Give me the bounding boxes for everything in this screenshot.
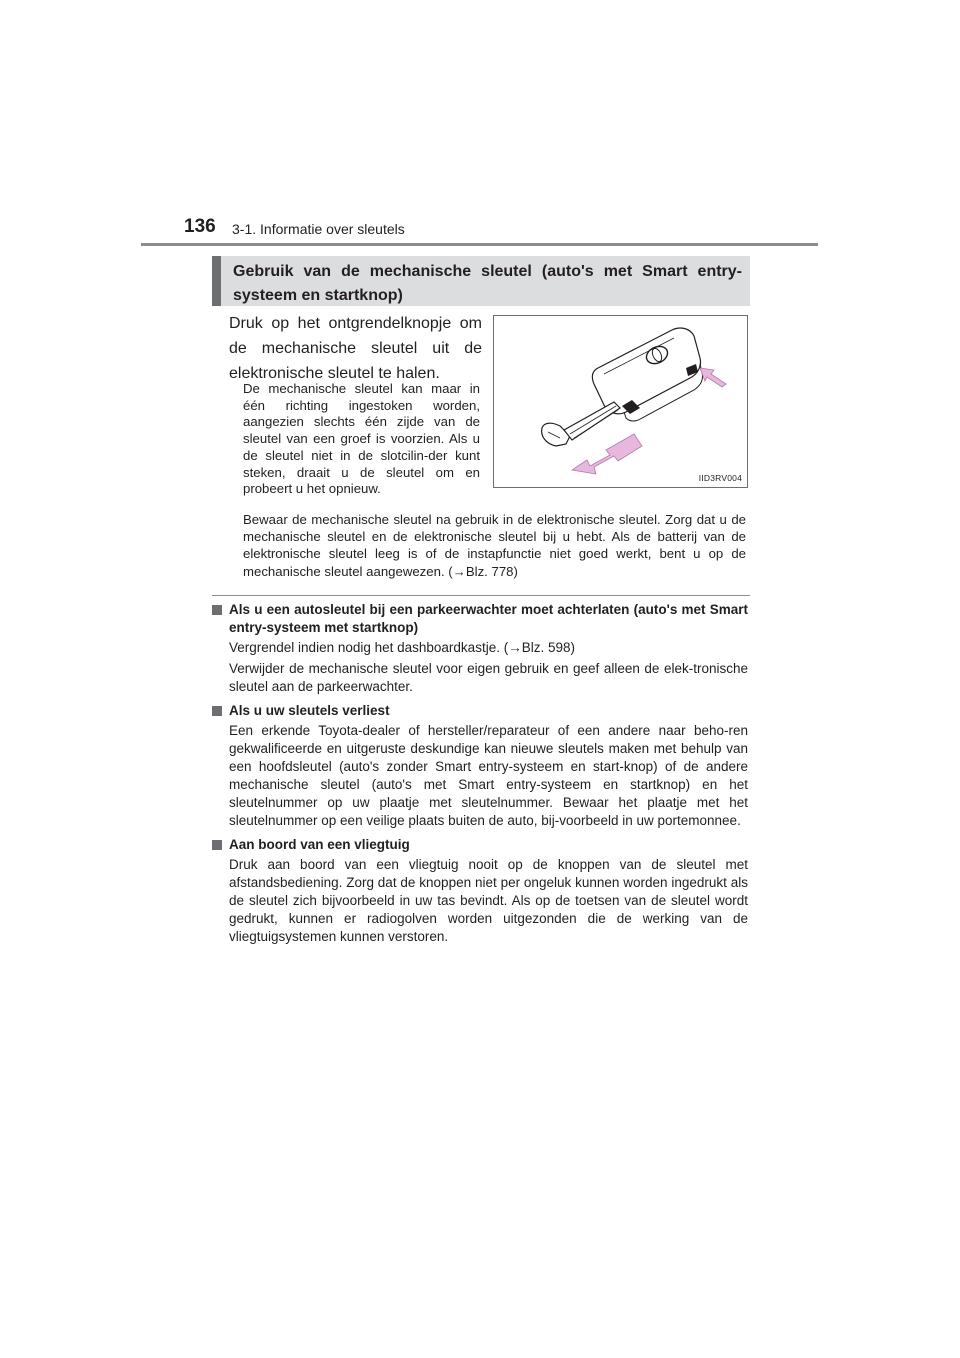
mechanical-key-icon <box>542 402 620 446</box>
figure-code: IID3RV004 <box>698 473 742 483</box>
section-title-line2: systeem en startknop) <box>233 287 403 304</box>
topic-airplane <box>212 836 748 946</box>
intro-note: De mechanische sleutel kan maar in één richting ingestoken worden, aangezien slechts één zijde van de sleutel van een groef is voorzien. Als u de sleutel niet in de slotcilin-der kunt steken, draait u de sleutel om en probeert u het opnieuw. <box>243 381 480 497</box>
topic-heading-text: Aan boord van een vliegtuig <box>229 837 410 852</box>
bullet-square-icon <box>212 605 222 615</box>
topic-paragraph: Een erkende Toyota-dealer of hersteller/reparateur of een andere naar beho-ren gekwalificeerde en uitgeruste deskundige kan nieuwe sleutels maken met behulp van een hoofdsleutel (auto's zonder Smart entry-systeem en start-knop) of de andere mechanische sleutel (auto's met Smart entry-systeem en startknop) en het sleutelnummer op uw plaatje met sleutelnummer. Bewaar het plaatje met het sleutelnummer op een veilige plaats buiten de auto, bij-voorbeeld in uw portemonnee. <box>229 723 748 828</box>
topic-heading <box>212 836 748 854</box>
key-figure <box>493 315 748 488</box>
topic-paragraph: Vergrendel indien nodig het dashboardkastje. (→Blz. 598) <box>229 640 575 655</box>
pull-arrow-icon <box>572 434 642 474</box>
topic-heading <box>212 601 748 637</box>
topic-list <box>212 601 748 952</box>
push-arrow-icon <box>700 368 726 387</box>
topic-paragraph: Druk aan boord van een vliegtuig nooit op de knoppen van de sleutel met afstandsbediening. Zorg dat de knoppen niet per ongeluk kunnen worden ingedrukt als de sleutel zich bijvoorbeeld in uw tas bevindt. Als op de toetsen van de sleutel wordt gedrukt, kunnen er radiogolven worden uitgezonden die de werking van de vliegtuigsystemen kunnen verstoren. <box>229 857 748 944</box>
topic-heading <box>212 702 748 720</box>
section-title-line1: Gebruik van de mechanische sleutel (auto's met Smart entry- <box>233 263 742 280</box>
section-heading-box <box>212 256 750 306</box>
key-illustration <box>494 316 747 487</box>
topic-heading-text: Als u uw sleutels verliest <box>229 703 390 718</box>
storage-note: Bewaar de mechanische sleutel na gebruik in de elektronische sleutel. Zorg dat u de mechanische sleutel en de elektronische sleutel bij u hebt. Als de batterij van de elektronische sleutel leeg is of de instapfunctie niet goed werkt, bent u op de mechanische sleutel aangewezen. (→Blz. 778) <box>243 512 746 579</box>
bullet-square-icon <box>212 706 222 716</box>
topic-heading-text: Als u een autosleutel bij een parkeerwachter moet achterlaten (auto's met Smart entry-systeem met startknop) <box>229 602 748 635</box>
section-divider <box>212 595 750 596</box>
topic-paragraph: Verwijder de mechanische sleutel voor eigen gebruik en geef alleen de elek-tronische sleutel aan de parkeerwachter. <box>229 661 748 694</box>
topic-lost-keys <box>212 702 748 830</box>
header-rule <box>141 243 818 246</box>
section-title <box>233 260 742 308</box>
bullet-square-icon <box>212 840 222 850</box>
topic-valet <box>212 601 748 696</box>
page-number: 136 <box>184 216 216 237</box>
intro-instruction: Druk op het ontgrendelknopje om de mechanische sleutel uit de elektronische sleutel te halen. <box>229 315 482 382</box>
running-head: 3-1. Informatie over sleutels <box>232 221 405 237</box>
